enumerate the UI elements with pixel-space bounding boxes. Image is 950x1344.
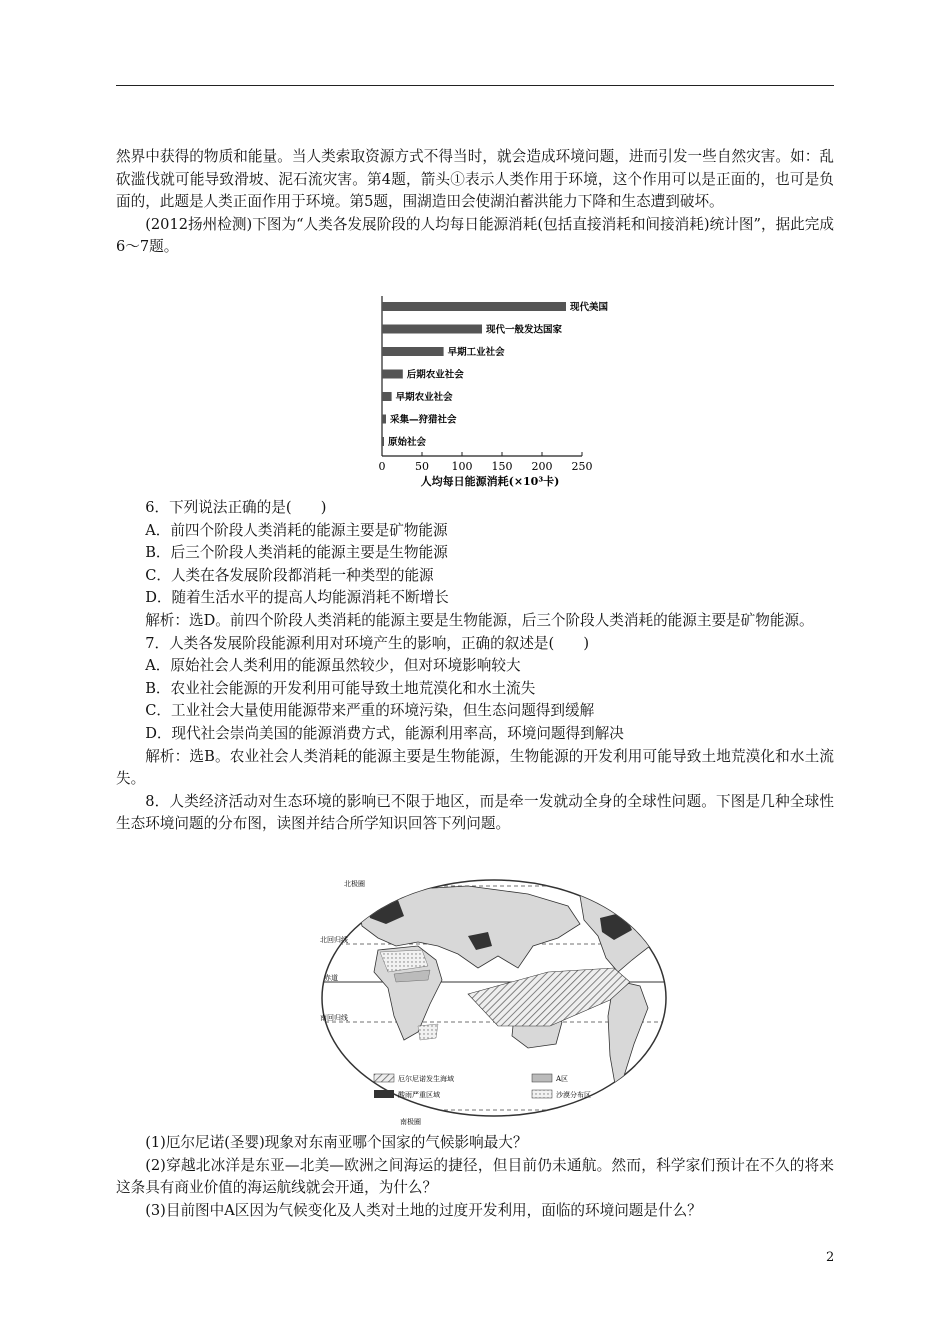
- q7-option-a: A．原始社会人类利用的能源虽然较少，但对环境影响较大: [145, 657, 521, 675]
- bar-5: [382, 415, 386, 424]
- bar-6: [382, 437, 384, 446]
- desert-south-africa: [418, 1024, 438, 1040]
- bar-label-3: 后期农业社会: [406, 369, 464, 381]
- bar-2: [382, 347, 444, 356]
- x-tick-label-5: 250: [571, 460, 593, 473]
- label-antarctic: 南极圈: [400, 1118, 421, 1126]
- x-tick-label-4: 200: [531, 460, 553, 473]
- intro-q6-7: (2012扬州检测)下图为“人类各发展阶段的人均每日能源消耗(包括直接消耗和间接消耗)统计图”，据此完成6～7题。: [116, 215, 834, 256]
- bar-label-4: 早期农业社会: [395, 392, 453, 403]
- questions-6-7: [116, 497, 834, 836]
- bar-label-2: 早期工业社会: [447, 347, 505, 358]
- bar-3: [382, 370, 403, 379]
- legend-swatch-desert: [532, 1090, 552, 1098]
- q8-sub-1: (1)厄尔尼诺(圣婴)现象对东南亚哪个国家的气候影响最大？: [145, 1134, 528, 1151]
- paragraph-continuation: 然界中获得的物质和能量。当人类索取资源方式不得当时，就会造成环境问题，进而引发一些自然灾害。如：乱砍滥伐就可能导致滑坡、泥石流灾害。第4题，箭头①表示人类作用于环境，这个作用可以是正面的，也可是负面的，此题是人类正面作用于环境。第5题，围湖造田会使湖泊蓄洪能力下降和生态遭到破坏。: [116, 148, 834, 211]
- q6-option-d: D．随着生活水平的提高人均能源消耗不断增长: [145, 589, 449, 607]
- page-number: 2: [826, 1250, 835, 1265]
- x-tick-label-1: 50: [415, 460, 429, 473]
- header-rule: [116, 85, 834, 86]
- legend-swatch-el-nino: [374, 1074, 394, 1082]
- legend-swatch-acid-rain: [374, 1090, 394, 1098]
- label-arctic: 北极圈: [344, 880, 365, 888]
- world-environment-map: [318, 876, 670, 1128]
- q7-option-b: B．农业社会能源的开发利用可能导致土地荒漠化和水土流失: [145, 679, 536, 697]
- text-block-top: [116, 146, 834, 259]
- q6-option-b: B．后三个阶段人类消耗的能源主要是生物能源: [145, 544, 448, 562]
- label-tropic-n: 北回归线: [320, 936, 348, 944]
- energy-consumption-chart: [372, 290, 609, 488]
- x-tick-label-2: 100: [451, 460, 473, 473]
- bar-label-5: 采集—狩猎社会: [390, 414, 457, 426]
- label-equator: 赤道: [324, 974, 338, 982]
- greenland-shape: [320, 888, 352, 916]
- bar-label-6: 原始社会: [388, 437, 427, 448]
- legend-zone-a: A区: [556, 1075, 569, 1083]
- q7-option-d: D．现代社会崇尚美国的能源消费方式，能源利用率高，环境问题得到解决: [145, 724, 624, 742]
- bar-4: [382, 392, 392, 401]
- legend-el-nino: 厄尔尼诺发生海域: [398, 1075, 454, 1083]
- q7-analysis: 解析：选B。农业社会人类消耗的能源主要是生物能源，生物能源的开发利用可能导致土地荒漠化和水土流失。: [116, 747, 834, 788]
- bar-label-0: 现代美国: [570, 302, 609, 313]
- legend-acid-rain: 酸雨严重区域: [398, 1091, 440, 1099]
- q6-analysis: 解析：选D。前四个阶段人类消耗的能源主要是生物能源，后三个阶段人类消耗的能源主要是矿物能源。: [145, 611, 814, 629]
- q7-stem: 7．人类各发展阶段能源利用对环境产生的影响，正确的叙述是( ): [145, 634, 590, 652]
- legend-desert: 沙漠分布区: [556, 1091, 591, 1099]
- chart-x-label: 人均每日能源消耗(×10³卡): [420, 475, 560, 488]
- x-tick-label-3: 150: [491, 460, 513, 473]
- q6-option-a: A．前四个阶段人类消耗的能源主要是矿物能源: [145, 521, 448, 539]
- bar-label-1: 现代一般发达国家: [486, 324, 563, 336]
- q8-subquestions: [116, 1132, 834, 1222]
- q8-sub-3: (3)目前图中A区因为气候变化及人类对土地的过度开发利用，面临的环境问题是什么？: [145, 1201, 702, 1219]
- label-tropic-s: 南回归线: [320, 1014, 348, 1022]
- q7-option-c: C．工业社会大量使用能源带来严重的环境污染，但生态问题得到缓解: [145, 702, 595, 720]
- q8-stem: 8．人类经济活动对生态环境的影响已不限于地区，而是牵一发就动全身的全球性问题。下图是几种全球性生态环境问题的分布图，读图并结合所学知识回答下列问题。: [116, 792, 834, 833]
- q6-option-c: C．人类在各发展阶段都消耗一种类型的能源: [145, 566, 434, 584]
- bar-1: [382, 325, 482, 334]
- x-tick-label-0: 0: [378, 460, 386, 473]
- q8-sub-2: (2)穿越北冰洋是东亚—北美—欧洲之间海运的捷径，但目前仍未通航。然而，科学家们预计在不久的将来这条具有商业价值的海运航线就会开通，为什么？: [116, 1156, 834, 1197]
- bar-0: [382, 302, 566, 311]
- q6-stem: 6．下列说法正确的是( ): [145, 499, 327, 516]
- legend-swatch-zone-a: [532, 1074, 552, 1082]
